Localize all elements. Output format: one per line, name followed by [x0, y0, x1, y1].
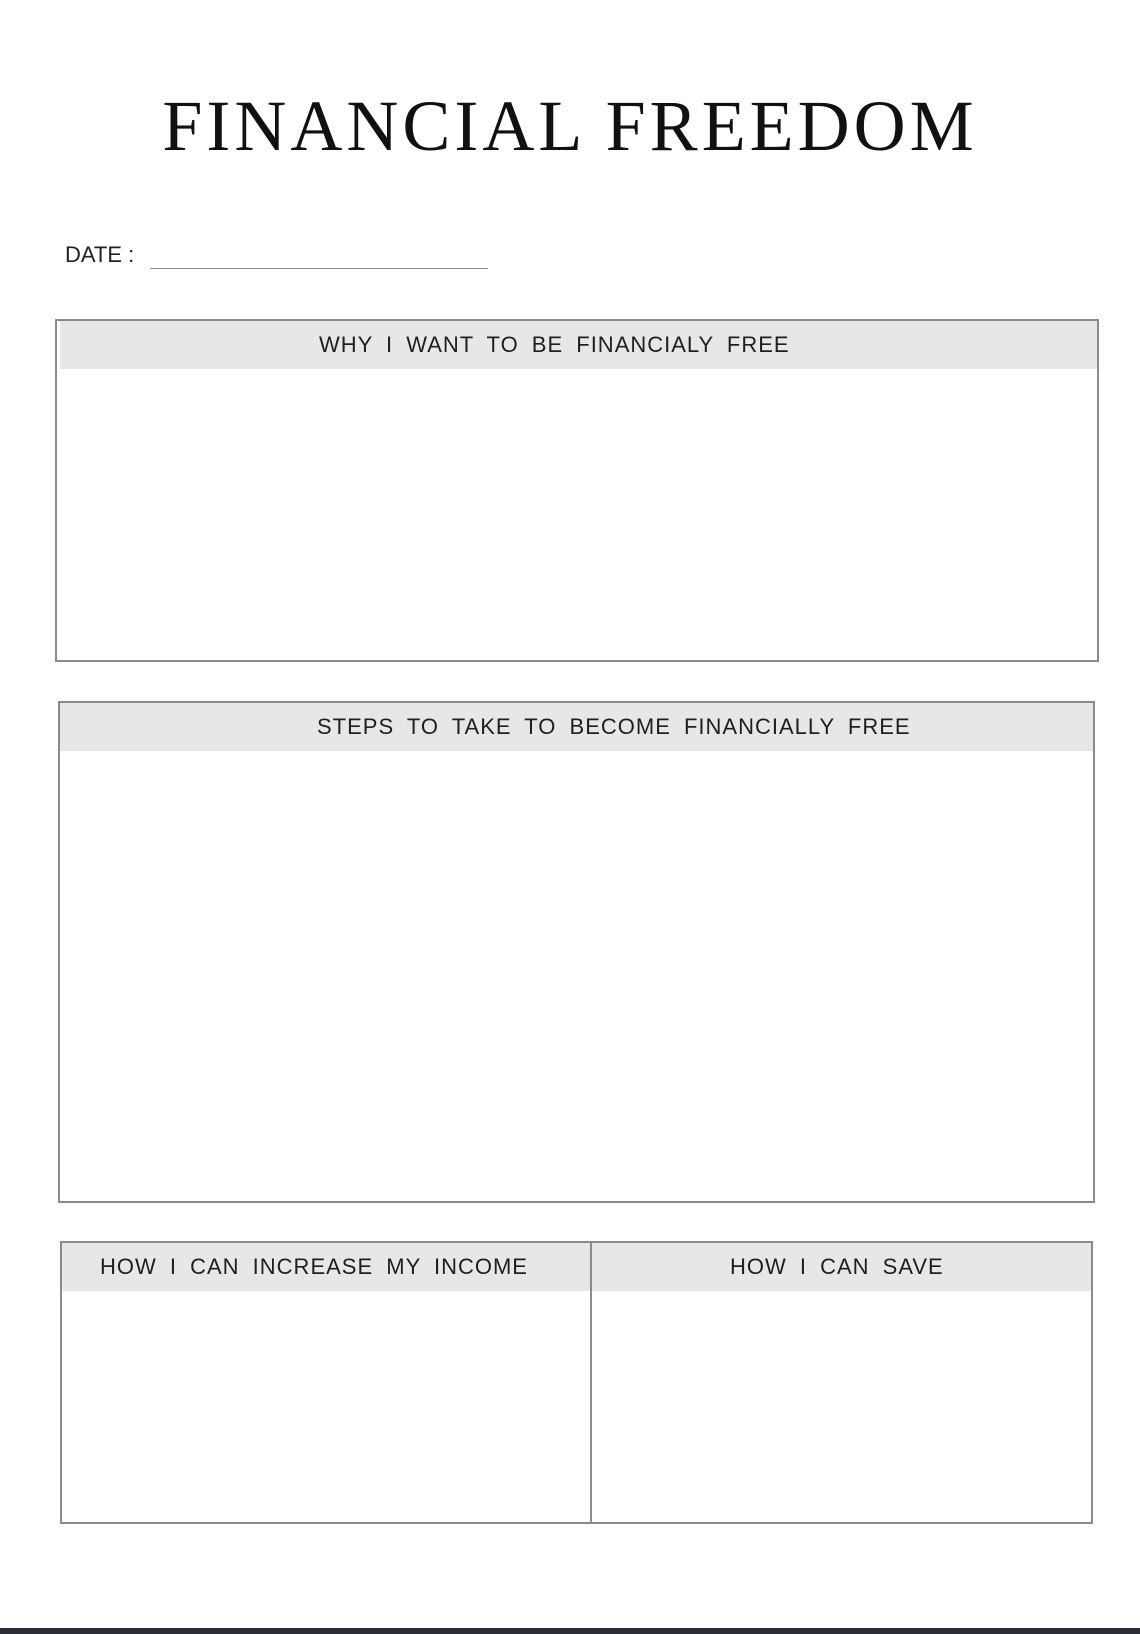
why-financially-free-box: [55, 319, 1099, 662]
steps-writing-area[interactable]: [60, 753, 1093, 1201]
increase-income-heading: HOW I CAN INCREASE MY INCOME: [62, 1243, 590, 1291]
why-financially-free-heading: WHY I WANT TO BE FINANCIALY FREE: [60, 321, 1097, 369]
save-heading: HOW I CAN SAVE: [592, 1243, 1091, 1291]
increase-income-column: [62, 1243, 592, 1522]
save-column: [592, 1243, 1091, 1522]
income-save-box: [60, 1241, 1093, 1524]
date-field[interactable]: [150, 268, 488, 269]
increase-income-writing-area[interactable]: [62, 1293, 590, 1522]
page-title: FINANCIAL FREEDOM: [162, 86, 978, 166]
bottom-edge-bar: [0, 1628, 1140, 1634]
steps-heading: STEPS TO TAKE TO BECOME FINANCIALLY FREE: [60, 703, 1093, 751]
steps-box: [58, 701, 1095, 1203]
date-label: DATE :: [65, 242, 135, 267]
save-writing-area[interactable]: [592, 1293, 1091, 1522]
why-financially-free-writing-area[interactable]: [57, 371, 1097, 660]
date-row: [65, 238, 495, 274]
